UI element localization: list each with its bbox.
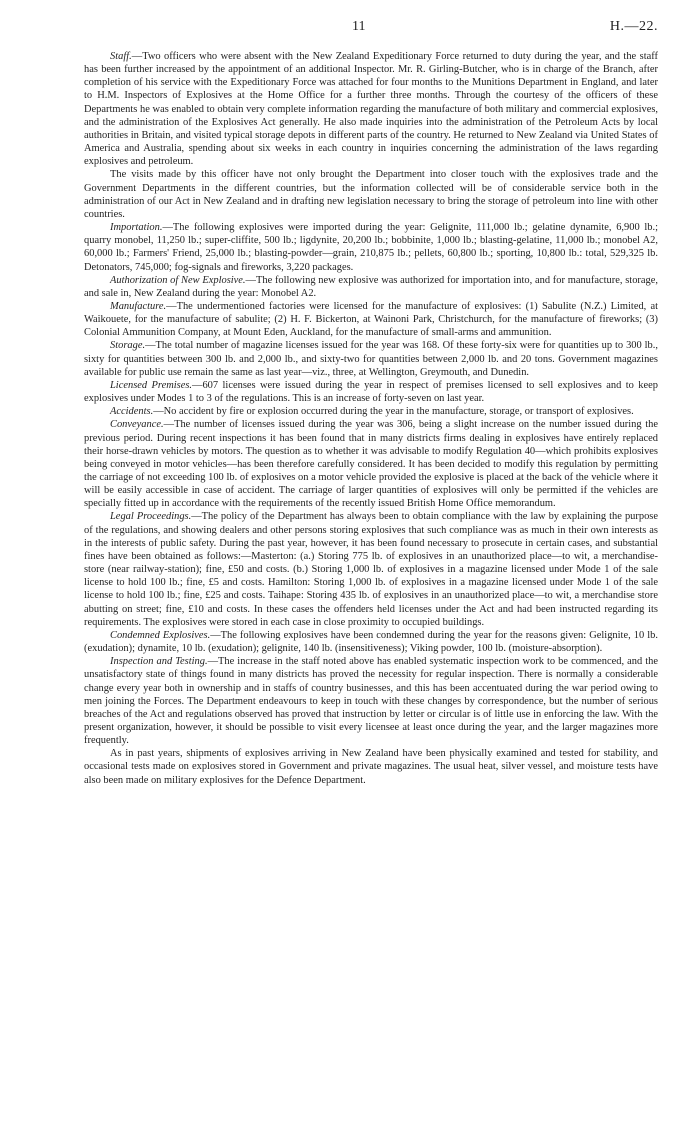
- paragraph-visits: [84, 168, 658, 221]
- paragraph-importation: [84, 221, 658, 274]
- paragraph-text: —607 licenses were issued during the year in respect of premises licensed to sell explosives and to keep explosives under Modes 1 to 3 of the regulations. This is an increase of forty-seven on last year.: [84, 379, 658, 405]
- paragraph-text: —The policy of the Department has always been to obtain compliance with the law by explaining the purpose of the regulations, and showing dealers and other persons storing explosives that such compliance was as much in their own interests as in the interests of public safety. During the past year, however, it has been found necessary to prosecute in certain cases, and substantial fines have been obtained as follows:—Masterton: (a.) Storing 775 lb. of explosives in an unauthorized place—to wit, a merchandise-store (near railway-station); fine, £50 and costs. (b.) Storing 1,000 lb. of explosives in a magazine licensed under Mode 1 of the sale license to hold 100 lb.; fine, £5 and costs. Hamilton: Storing 1,000 lb. of explosives in a magazine licensed under Mode 1 of the sale license to hold 100 lb.; fine, £25 and costs. Taihape: Storing 435 lb. of explosives in an unauthorized place—to wit, a merchandise store abutting on street; fine, £10 and costs. In these cases the offenders held licenses under the Act and had been instructed regarding its requirements. The explosives were stored in each case in close proximity to occupied buildings.: [84, 511, 658, 628]
- paragraph-text: As in past years, shipments of explosives arriving in New Zealand have been physically examined and tested for stability, and occasional tests made on explosives stored in Government and private magazines. The usual heat, silver vessel, and moisture tests have also been made on military explosives for the Defence Department.: [84, 748, 658, 786]
- paragraph-authorization: [84, 274, 658, 300]
- page-header: [84, 20, 658, 42]
- paragraph-text: —The increase in the staff noted above has enabled systematic inspection work to be commenced, and the unsatisfactory state of things found in many districts has proved the necessity for regular inspection. There is normally a considerable change every year both in ownership and in staffs of country businesses, and this has been accentuated during the war period owing to men joining the Forces. The Department endeavours to keep in touch with these changes by correspondence, but the number of serious breaches of the Act and regulations observed has proved that instruction by letter or circular is of little use in enforcing the law. With the present organization, however, it should be possible to visit every licensee at least once during the year, and the larger magazines more frequently.: [84, 656, 658, 747]
- paragraph-heading: Manufacture.: [110, 300, 167, 312]
- paragraph-text: —The number of licenses issued during the year was 306, being a slight increase on the number issued during the previous period. During recent inspections it has been found that in many districts firms dealing in explosives have entirely replaced their horse-drawn vehicles by motors. The question as to whether it was advisable to modify Regulation 40—which prohibits explosives being conveyed in motor vehicles—has been therefore carefully considered. It has been decided to modify this regulation by permitting the carriage of not exceeding 100 lb. of explosives on a motor vehicle provided the explosive is placed at the back of the vehicle where it will be easily accessible in case of accident. The carriage of larger quantities of explosives will only be permitted if the vehicles are specially fitted up in accordance with the requirements of the recently issued British Home Office memorandum.: [84, 419, 658, 510]
- paragraph-heading: Authorization of New Explosive.: [110, 274, 246, 286]
- paragraph-heading: Conveyance.: [110, 419, 164, 431]
- paragraph-heading: Storage.: [110, 340, 146, 352]
- paragraph-shipments: [84, 747, 658, 786]
- paragraph-text: —Two officers who were absent with the New Zealand Expeditionary Force returned to duty during the year, and the staff has been further increased by the appointment of an additional Inspector. Mr. R. Girling-Butcher, who is in charge of the Branch, after completion of his service with the Expeditionary Force was attached for four months to the Munitions Department in England, and later to H.M. Inspectors of Explosives at the Home Office for a further three months. Through the courtesy of the officers of these Departments he was enabled to obtain very complete information regarding the manufacture of both military and commercial explosives, and the administration of the Explosives Act generally. He also made inquiries into the administration of the Petroleum Acts by local authorities in Britain, and visited typical storage depots in different parts of the country. He returned to New Zealand via United States of America and Australia, spending about six weeks in each country in inquiries concerning the administration of the laws regarding explosives and petroleum.: [84, 51, 658, 168]
- paragraph-text: —The following explosives were imported during the year: Gelignite, 111,000 lb.; gelatine dynamite, 6,900 lb.; quarry monobel, 11,250 lb.; super-cliffite, 500 lb.; ligdynite, 20,200 lb.; bobbinite, 1,000 lb.; blasting-gelatine, 11,000 lb.; monobel A2, 60,000 lb.; Farmers' Friend, 25,000 lb.; blasting-powder—grain, 210,875 lb.; pellets, 60,800 lb.; sporting, 10,800 lb.: total, 529,325 lb. Detonators, 745,000; fog-signals and fireworks, 3,220 packages.: [84, 222, 658, 273]
- paragraph-storage: [84, 339, 658, 378]
- paragraph-text: —The undermentioned factories were licensed for the manufacture of explosives: (1) Sabulite (N.Z.) Limited, at Waikouete, for the manufacture of sabulite; (2) H. F. Bickerton, at Wainoni Park, Christchurch, for the manufacture of fireworks; (3) Colonial Ammunition Company, at Mount Eden, Auckland, for the manufacture of small-arms and ammunition.: [84, 300, 658, 339]
- paragraph-heading: Accidents.: [110, 406, 154, 418]
- paragraph-conveyance: [84, 418, 658, 510]
- paragraph-heading: Importation.: [110, 222, 163, 234]
- paragraph-licensed-premises: [84, 379, 658, 405]
- paragraph-condemned-explosives: [84, 629, 658, 655]
- page-number: 11: [352, 19, 366, 34]
- paragraph-text: —The following explosives have been condemned during the year for the reasons given: Gelignite, 10 lb. (exudation); dynamite, 10 lb. (exudation); gelignite, 140 lb. (insensitiveness); Viking powder, 100 lb. (moisture-absorption).: [84, 629, 658, 655]
- paragraph-manufacture: [84, 300, 658, 339]
- paragraph-inspection-testing: [84, 655, 658, 747]
- paragraph-heading: Inspection and Testing.: [110, 656, 208, 668]
- paragraph-accidents: [84, 405, 658, 418]
- paragraph-heading: Staff.: [110, 51, 132, 62]
- paragraph-text: —The following new explosive was authorized for importation into, and for manufacture, storage, and sale in, New Zealand during the year: Monobel A2.: [84, 274, 658, 299]
- paragraph-heading: Condemned Explosives.: [110, 629, 211, 641]
- paragraph-text: The visits made by this officer have not only brought the Department into closer touch with the explosives trade and the Government Departments in the different countries, but the information collected will be of considerable service both in the administration of our Act in New Zealand and in drafting new legislation necessary to bring the storage of petroleum into line with other countries.: [84, 169, 658, 220]
- paragraph-text: —The total number of magazine licenses issued for the year was 168. Of these forty-six were for quantities up to 300 lb., sixty for quantities between 300 lb. and 2,000 lb., and sixty-two for quantities between 2,000 lb. and 20 tons. Government magazines available for public use remain the same as last year—viz., three, at Wellington, Greymouth, and Dunedin.: [84, 340, 658, 378]
- paragraph-heading: Licensed Premises.: [110, 379, 193, 391]
- paragraph-staff: [84, 50, 658, 168]
- paragraph-legal-proceedings: [84, 510, 658, 628]
- document-reference: H.—22.: [609, 19, 658, 34]
- paragraph-heading: Legal Proceedings.: [110, 511, 192, 523]
- paragraph-text: —No accident by fire or explosion occurred during the year in the manufacture, storage, or transport of explosives.: [153, 406, 634, 418]
